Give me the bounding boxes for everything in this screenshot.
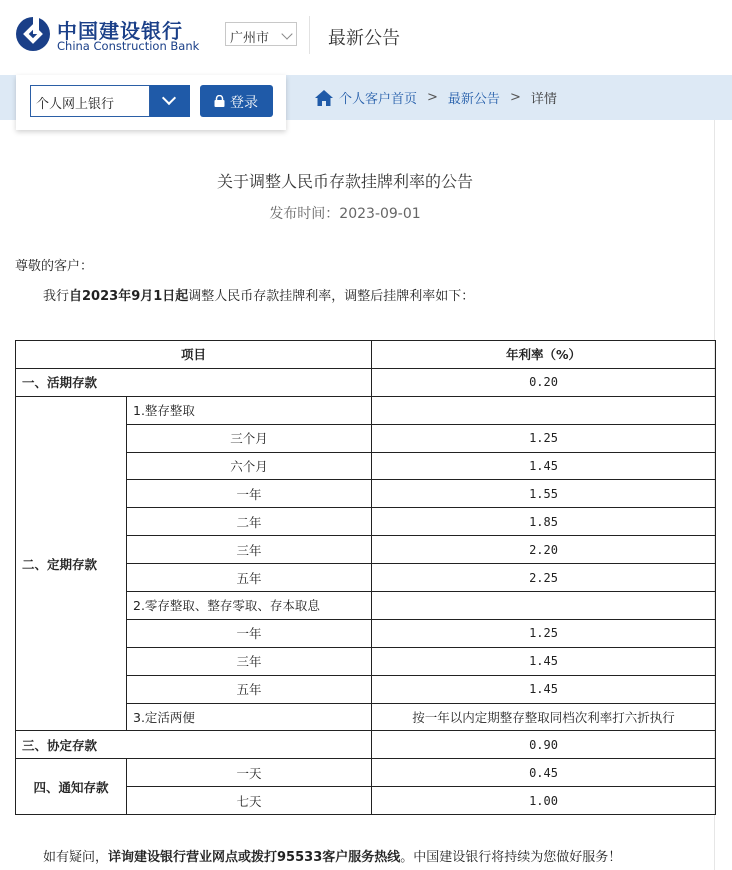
term-cell: 三年 — [127, 536, 372, 564]
subcategory-flexible: 3.定活两便 — [127, 703, 372, 731]
category-demand: 一、活期存款 — [16, 368, 372, 396]
city-select-value: 广州市 — [230, 31, 270, 46]
term-cell: 六个月 — [127, 452, 372, 480]
footer-bold: 详询建设银行营业网点或拨打95533客户服务热线 — [108, 850, 401, 865]
breadcrumb-news-link[interactable]: 最新公告 — [447, 92, 500, 107]
header-rate: 年利率（%） — [372, 341, 716, 369]
footer-pre: 如有疑问， — [43, 850, 109, 865]
rate-cell: 0.45 — [372, 759, 716, 787]
rate-cell: 1.45 — [372, 647, 716, 675]
term-cell: 一天 — [127, 759, 372, 787]
table-row — [16, 341, 716, 369]
rate-cell: 1.55 — [372, 480, 716, 508]
rate-note-cell: 按一年以内定期整存整取同档次利率打六折执行 — [372, 703, 716, 731]
login-panel — [16, 75, 286, 130]
table-row — [16, 368, 716, 396]
rate-cell: 2.20 — [372, 536, 716, 564]
logo-text-cn: 中国建设银行 — [57, 19, 183, 43]
footer-note — [43, 846, 621, 865]
term-cell: 一年 — [127, 480, 372, 508]
term-cell: 七天 — [127, 787, 372, 815]
article-intro — [43, 285, 474, 304]
page-section-title: 最新公告 — [328, 28, 400, 49]
intro-post: 调整人民币存款挂牌利率，调整后挂牌利率如下： — [188, 289, 475, 304]
term-cell: 二年 — [127, 508, 372, 536]
rate-cell: 2.25 — [372, 564, 716, 592]
category-notice: 四、通知存款 — [16, 759, 127, 815]
table-row — [16, 759, 716, 787]
table-row — [16, 731, 716, 759]
ccb-logo-icon[interactable] — [15, 16, 51, 52]
rate-cell: 1.85 — [372, 508, 716, 536]
intro-pre: 我行 — [43, 289, 70, 304]
rate-cell: 1.00 — [372, 787, 716, 815]
rate-cell: 1.25 — [372, 424, 716, 452]
lock-icon — [214, 95, 225, 107]
subcategory-lump: 1.整存整取 — [127, 396, 372, 424]
city-select[interactable] — [225, 22, 297, 46]
subcategory-installment: 2.零存整取、整存零取、存本取息 — [127, 592, 372, 620]
rate-cell: 1.45 — [372, 675, 716, 703]
site-header — [0, 0, 732, 75]
rate-cell: 1.25 — [372, 619, 716, 647]
bank-type-dropdown-button[interactable] — [150, 85, 190, 117]
home-icon[interactable] — [315, 90, 333, 106]
breadcrumb-separator: > — [509, 90, 521, 105]
category-time: 二、定期存款 — [16, 396, 127, 731]
login-button-label: 登录 — [230, 95, 258, 111]
article-date: 发布时间：2023-09-01 — [269, 206, 421, 222]
rate-cell-empty — [372, 396, 716, 424]
login-button[interactable] — [200, 85, 273, 117]
term-cell: 一年 — [127, 619, 372, 647]
bank-type-select[interactable]: 个人网上银行 — [30, 85, 150, 117]
footer-post: 。中国建设银行将持续为您做好服务！ — [400, 850, 622, 865]
category-agreement: 三、协定存款 — [16, 731, 372, 759]
rate-cell: 0.20 — [372, 368, 716, 396]
intro-bold: 自2023年9月1日起 — [69, 289, 189, 304]
term-cell: 五年 — [127, 675, 372, 703]
article-greeting: 尊敬的客户： — [15, 259, 94, 274]
header-divider — [309, 16, 310, 54]
article-title: 关于调整人民币存款挂牌利率的公告 — [216, 172, 473, 191]
breadcrumb-home-link[interactable]: 个人客户首页 — [339, 92, 418, 107]
breadcrumb-current: 详情 — [530, 92, 557, 107]
term-cell: 三年 — [127, 647, 372, 675]
header-item: 项目 — [16, 341, 372, 369]
table-row — [16, 396, 716, 424]
rate-cell-empty — [372, 592, 716, 620]
term-cell: 五年 — [127, 564, 372, 592]
logo-text-en: China Construction Bank — [57, 39, 200, 53]
rate-cell: 1.45 — [372, 452, 716, 480]
rate-cell: 0.90 — [372, 731, 716, 759]
breadcrumb-separator: > — [427, 90, 438, 105]
chevron-down-icon — [162, 91, 176, 105]
rates-table — [15, 340, 716, 815]
term-cell: 三个月 — [127, 424, 372, 452]
breadcrumb — [315, 88, 557, 107]
chevron-down-icon — [281, 28, 292, 39]
